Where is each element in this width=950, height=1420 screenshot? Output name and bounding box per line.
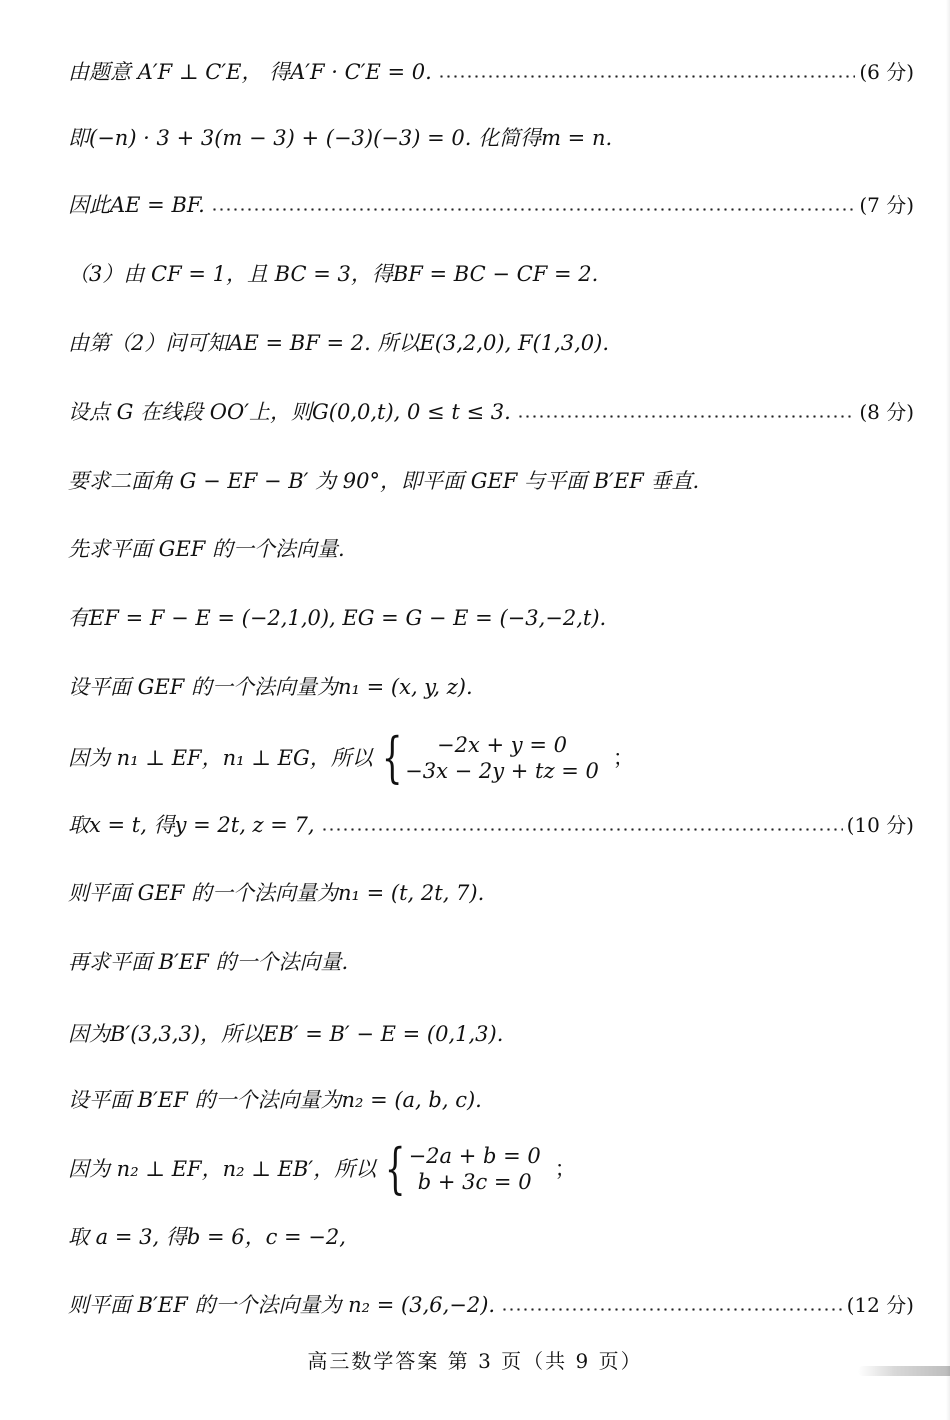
score-label: (12 分) (846, 1293, 914, 1317)
leader-dots (211, 208, 855, 211)
leader-dots (517, 415, 856, 418)
left-brace-icon: { (381, 726, 403, 789)
solution-line-11 (68, 726, 914, 789)
solution-line-6 (68, 395, 914, 429)
solution-line-14 (68, 945, 914, 979)
score-label: (8 分) (859, 400, 914, 424)
solution-line-8 (68, 532, 914, 566)
solution-line-19 (68, 1288, 914, 1322)
line-text: （3）由 CF = 1，且 BC = 3，得BF = BC − CF = 2. (68, 262, 599, 286)
solution-line-16 (68, 1083, 914, 1117)
solution-line-15 (68, 1017, 914, 1051)
line-text: 则平面 GEF 的一个法向量为n₁ = (t, 2t, 7). (68, 881, 485, 905)
scan-edge-shadow (946, 0, 950, 1420)
line-text: 由题意 A′F ⊥ C′E， 得A′F · C′E = 0. (68, 60, 432, 84)
left-brace-icon: { (385, 1137, 406, 1200)
solution-line-12 (68, 808, 914, 842)
line-text: 由第（2）问可知AE = BF = 2. 所以E(3,2,0), F(1,3,0). (68, 331, 610, 355)
solution-line-9 (68, 601, 914, 635)
solution-line-1 (68, 55, 914, 89)
score-label: (10 分) (846, 813, 914, 837)
line-text: 设平面 GEF 的一个法向量为n₁ = (x, y, z). (68, 675, 473, 699)
solution-line-7 (68, 464, 914, 498)
solution-line-10 (68, 670, 914, 704)
line-text: 因为 n₂ ⊥ EF，n₂ ⊥ EB′，所以 (68, 1157, 377, 1181)
line-text: 取x = t, 得y = 2t, z = 7, (68, 813, 315, 837)
equation-system (378, 1137, 541, 1200)
line-text: 先求平面 GEF 的一个法向量. (68, 537, 345, 561)
scan-edge-mark (858, 1366, 950, 1376)
page-footer: 高三数学答案 第 3 页（共 9 页） (307, 1349, 643, 1373)
line-text: 因为B′(3,3,3)，所以EB′ = B′ − E = (0,1,3). (68, 1022, 504, 1046)
solution-line-17 (68, 1137, 914, 1200)
solution-line-13 (68, 876, 914, 910)
solution-line-4 (68, 257, 914, 291)
solution-line-5 (68, 326, 914, 360)
leader-dots (501, 1308, 842, 1311)
line-text: 因此AE = BF. (68, 193, 205, 217)
line-text: 取 a = 3, 得b = 6，c = −2, (68, 1225, 346, 1249)
line-text: 设点 G 在线段 OO′上，则G(0,0,t), 0 ≤ t ≤ 3. (68, 400, 511, 424)
solution-line-3 (68, 188, 914, 222)
equation-row: b + 3c = 0 (417, 1170, 532, 1194)
line-text: 设平面 B′EF 的一个法向量为n₂ = (a, b, c). (68, 1088, 482, 1112)
score-label: (7 分) (859, 193, 914, 217)
line-text: 即(−n) · 3 + 3(m − 3) + (−3)(−3) = 0. 化简得m = n. (68, 126, 613, 150)
punctuation: ； (554, 1157, 576, 1181)
equation-row: −3x − 2y + tz = 0 (405, 759, 599, 783)
leader-dots (321, 828, 843, 831)
line-text: 要求二面角 G − EF − B′ 为 90°，即平面 GEF 与平面 B′EF 垂直. (68, 469, 700, 493)
equation-row: −2a + b = 0 (408, 1144, 541, 1168)
line-text: 有EF = F − E = (−2,1,0), EG = G − E = (−3,−2,t). (68, 606, 607, 630)
punctuation: ； (612, 746, 634, 770)
solution-line-18 (68, 1220, 914, 1254)
equation-row: −2x + y = 0 (437, 733, 567, 757)
score-label: (6 分) (859, 60, 914, 84)
leader-dots (438, 75, 856, 78)
solution-line-2 (68, 121, 914, 155)
equation-system (375, 726, 599, 789)
line-text: 则平面 B′EF 的一个法向量为 n₂ = (3,6,−2). (68, 1293, 496, 1317)
line-text: 再求平面 B′EF 的一个法向量. (68, 950, 349, 974)
line-text: 因为 n₁ ⊥ EF，n₁ ⊥ EG，所以 (68, 746, 373, 770)
